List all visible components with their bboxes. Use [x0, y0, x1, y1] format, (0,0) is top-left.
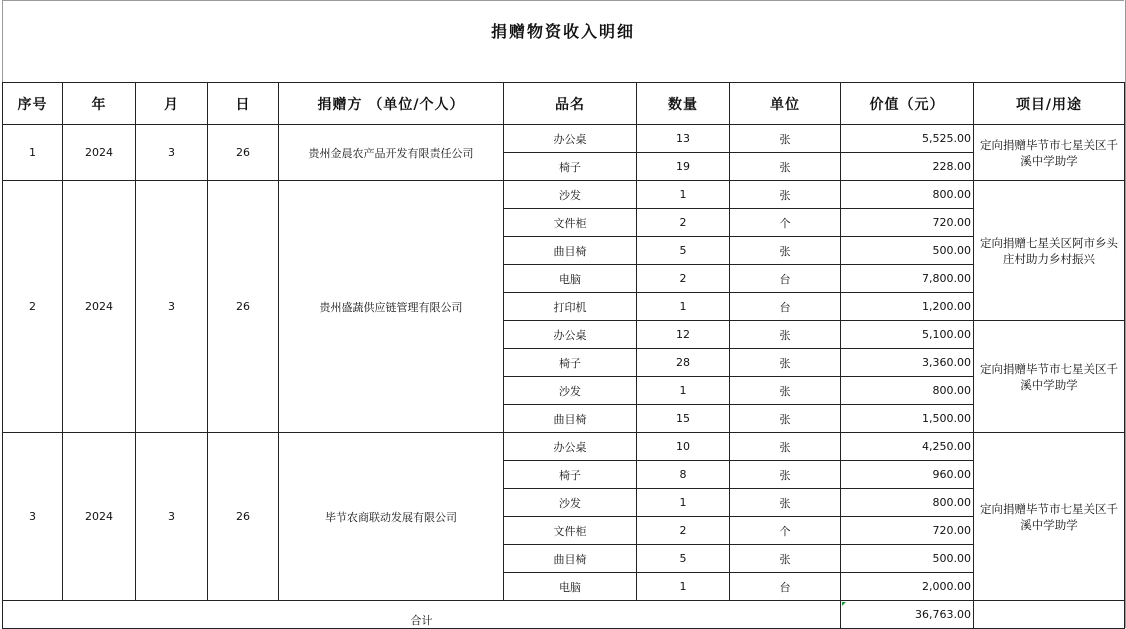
value-cell[interactable]: 5,525.00	[841, 125, 974, 153]
item-name-cell[interactable]: 曲目椅	[504, 405, 637, 433]
value-cell[interactable]: 720.00	[841, 517, 974, 545]
item-name-cell[interactable]: 曲目椅	[504, 237, 637, 265]
item-name-cell[interactable]: 电脑	[504, 573, 637, 601]
qty-cell[interactable]: 10	[637, 433, 730, 461]
sheet-title: 捐赠物资收入明细	[490, 22, 635, 41]
qty-cell[interactable]: 19	[637, 153, 730, 181]
unit-cell[interactable]: 个	[730, 517, 841, 545]
header-row	[3, 83, 1125, 125]
total-empty-cell[interactable]	[974, 601, 1125, 629]
qty-cell[interactable]: 12	[637, 321, 730, 349]
donor-cell[interactable]: 贵州盛蔬供应链管理有限公司	[279, 181, 504, 433]
unit-cell[interactable]: 张	[730, 433, 841, 461]
unit-cell[interactable]: 台	[730, 265, 841, 293]
unit-cell[interactable]: 个	[730, 209, 841, 237]
purpose-cell[interactable]: 定向捐赠毕节市七星关区千溪中学助学	[974, 125, 1125, 181]
month-cell[interactable]: 3	[136, 181, 208, 433]
table-row	[3, 433, 1125, 461]
unit-cell[interactable]: 张	[730, 321, 841, 349]
header-seq[interactable]: 序号	[3, 83, 63, 125]
value-cell[interactable]: 1,200.00	[841, 293, 974, 321]
item-name-cell[interactable]: 沙发	[504, 377, 637, 405]
year-cell[interactable]: 2024	[63, 181, 136, 433]
unit-cell[interactable]: 张	[730, 349, 841, 377]
header-unit[interactable]: 单位	[730, 83, 841, 125]
table-row	[3, 181, 1125, 209]
value-cell[interactable]: 2,000.00	[841, 573, 974, 601]
qty-cell[interactable]: 1	[637, 573, 730, 601]
day-cell[interactable]: 26	[208, 125, 279, 181]
item-name-cell[interactable]: 文件柜	[504, 517, 637, 545]
qty-cell[interactable]: 8	[637, 461, 730, 489]
item-name-cell[interactable]: 文件柜	[504, 209, 637, 237]
year-cell[interactable]: 2024	[63, 125, 136, 181]
unit-cell[interactable]: 张	[730, 237, 841, 265]
item-name-cell[interactable]: 电脑	[504, 265, 637, 293]
item-name-cell[interactable]: 沙发	[504, 489, 637, 517]
item-name-cell[interactable]: 办公桌	[504, 125, 637, 153]
purpose-cell[interactable]: 定向捐赠七星关区阿市乡头庄村助力乡村振兴	[974, 181, 1125, 321]
unit-cell[interactable]: 张	[730, 461, 841, 489]
unit-cell[interactable]: 台	[730, 573, 841, 601]
item-name-cell[interactable]: 打印机	[504, 293, 637, 321]
qty-cell[interactable]: 1	[637, 181, 730, 209]
value-cell[interactable]: 3,360.00	[841, 349, 974, 377]
seq-cell[interactable]: 2	[3, 181, 63, 433]
qty-cell[interactable]: 1	[637, 293, 730, 321]
qty-cell[interactable]: 2	[637, 265, 730, 293]
item-name-cell[interactable]: 椅子	[504, 153, 637, 181]
item-name-cell[interactable]: 椅子	[504, 461, 637, 489]
qty-cell[interactable]: 13	[637, 125, 730, 153]
value-cell[interactable]: 5,100.00	[841, 321, 974, 349]
qty-cell[interactable]: 2	[637, 209, 730, 237]
value-cell[interactable]: 7,800.00	[841, 265, 974, 293]
table-row	[3, 125, 1125, 153]
purpose-cell[interactable]: 定向捐赠毕节市七星关区千溪中学助学	[974, 433, 1125, 601]
header-value[interactable]: 价值（元）	[841, 83, 974, 125]
header-item[interactable]: 品名	[504, 83, 637, 125]
value-cell[interactable]: 500.00	[841, 545, 974, 573]
total-row	[3, 601, 1125, 629]
year-cell[interactable]: 2024	[63, 433, 136, 601]
value-cell[interactable]: 500.00	[841, 237, 974, 265]
donor-cell[interactable]: 贵州金晨农产品开发有限责任公司	[279, 125, 504, 181]
day-cell[interactable]: 26	[208, 181, 279, 433]
header-month[interactable]: 月	[136, 83, 208, 125]
unit-cell[interactable]: 张	[730, 153, 841, 181]
item-name-cell[interactable]: 曲目椅	[504, 545, 637, 573]
value-cell[interactable]: 800.00	[841, 181, 974, 209]
unit-cell[interactable]: 张	[730, 125, 841, 153]
value-cell[interactable]: 228.00	[841, 153, 974, 181]
header-day[interactable]: 日	[208, 83, 279, 125]
item-name-cell[interactable]: 椅子	[504, 349, 637, 377]
unit-cell[interactable]: 张	[730, 489, 841, 517]
unit-cell[interactable]: 张	[730, 545, 841, 573]
value-cell[interactable]: 720.00	[841, 209, 974, 237]
seq-cell[interactable]: 3	[3, 433, 63, 601]
value-cell[interactable]: 800.00	[841, 377, 974, 405]
header-donor[interactable]: 捐赠方 （单位/个人）	[279, 83, 504, 125]
unit-cell[interactable]: 张	[730, 181, 841, 209]
qty-cell[interactable]: 1	[637, 489, 730, 517]
seq-cell[interactable]: 1	[3, 125, 63, 181]
qty-cell[interactable]: 5	[637, 237, 730, 265]
day-cell[interactable]: 26	[208, 433, 279, 601]
month-cell[interactable]: 3	[136, 125, 208, 181]
value-cell[interactable]: 1,500.00	[841, 405, 974, 433]
total-value-cell[interactable]: 36,763.00	[841, 601, 974, 629]
header-qty[interactable]: 数量	[637, 83, 730, 125]
item-name-cell[interactable]: 办公桌	[504, 321, 637, 349]
qty-cell[interactable]: 2	[637, 517, 730, 545]
item-name-cell[interactable]: 沙发	[504, 181, 637, 209]
header-purpose[interactable]: 项目/用途	[974, 83, 1125, 125]
unit-cell[interactable]: 台	[730, 293, 841, 321]
unit-cell[interactable]: 张	[730, 405, 841, 433]
total-label-cell[interactable]: 合计	[3, 601, 841, 629]
table-body	[3, 125, 1125, 629]
value-cell[interactable]: 4,250.00	[841, 433, 974, 461]
value-cell[interactable]: 960.00	[841, 461, 974, 489]
qty-cell[interactable]: 15	[637, 405, 730, 433]
qty-cell[interactable]: 1	[637, 377, 730, 405]
qty-cell[interactable]: 5	[637, 545, 730, 573]
donor-cell[interactable]: 毕节农商联动发展有限公司	[279, 433, 504, 601]
donation-table	[2, 82, 1125, 629]
cell-marker-icon	[842, 602, 846, 606]
unit-cell[interactable]: 张	[730, 377, 841, 405]
purpose-cell[interactable]: 定向捐赠毕节市七星关区千溪中学助学	[974, 321, 1125, 433]
header-year[interactable]: 年	[63, 83, 136, 125]
month-cell[interactable]: 3	[136, 433, 208, 601]
item-name-cell[interactable]: 办公桌	[504, 433, 637, 461]
value-cell[interactable]: 800.00	[841, 489, 974, 517]
qty-cell[interactable]: 28	[637, 349, 730, 377]
